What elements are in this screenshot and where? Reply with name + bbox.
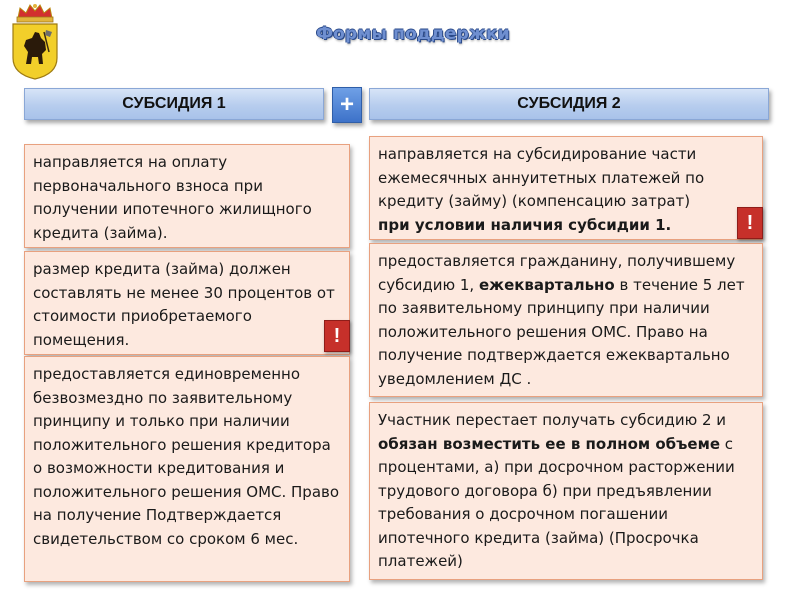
- subsidy-1-loan-size-card: [24, 251, 350, 355]
- subsidy-2-refund-text-b: с процентами, а) при досрочном расторжении трудового договора б) при предъявлении требования о досрочном погашении ипотечного кредита (займа) (Просрочка платежей): [378, 434, 735, 570]
- warning-badge-icon: !: [737, 207, 763, 239]
- warning-badge-icon: !: [324, 320, 350, 352]
- subsidy-1-purpose-card: [24, 144, 350, 248]
- subsidy-2-provision-card: [369, 243, 763, 397]
- subsidy-2-purpose-condition: при условии наличия субсидии 1.: [378, 215, 672, 234]
- subsidy-2-provision-text-b: в течение 5 лет по заявительному принципу при наличии положительного решения ОМС. Право на получение подтверждается ежеквартально уведомлением ДС .: [378, 275, 745, 388]
- plus-sign: +: [332, 87, 362, 123]
- subsidy-2-refund-bold: обязан возместить ее в полном объеме: [378, 434, 721, 453]
- subsidy-2-refund-card: [369, 402, 763, 580]
- subsidy-1-loan-size-text: размер кредита (займа) должен составлять не менее 30 процентов от стоимости приобретаемого помещения.: [33, 260, 335, 349]
- subsidy-2-refund-text-a: Участник перестает получать субсидию 2 и: [378, 411, 727, 429]
- subsidy-1-conditions-card: [24, 356, 350, 582]
- subsidy-2-purpose-text: направляется на субсидирование части ежемесячных аннуитетных платежей по кредиту (займу) (компенсацию затрат): [378, 145, 705, 210]
- subsidy-2-purpose-card: [369, 136, 763, 240]
- subsidy-1-conditions-text: предоставляется единовременно безвозмездно по заявительному принципу и только при наличии положительного решения кредитора о возможности кредитования и положительного решения ОМС. Право на получение Подтверждается свидетельством со сроком 6 мес.: [33, 365, 340, 548]
- subsidy-1-purpose-text: направляется на оплату первоначального взноса при получении ипотечного жилищного кредита (займа).: [33, 153, 312, 242]
- subsidy-1-header: СУБСИДИЯ 1: [24, 88, 324, 120]
- subsidy-2-header: СУБСИДИЯ 2: [369, 88, 769, 120]
- subsidy-2-provision-text-a: предоставляется гражданину, получившему субсидию 1,: [378, 252, 736, 294]
- page-title: Формы поддержки: [316, 24, 510, 44]
- subsidy-2-provision-bold: ежеквартально: [478, 275, 615, 294]
